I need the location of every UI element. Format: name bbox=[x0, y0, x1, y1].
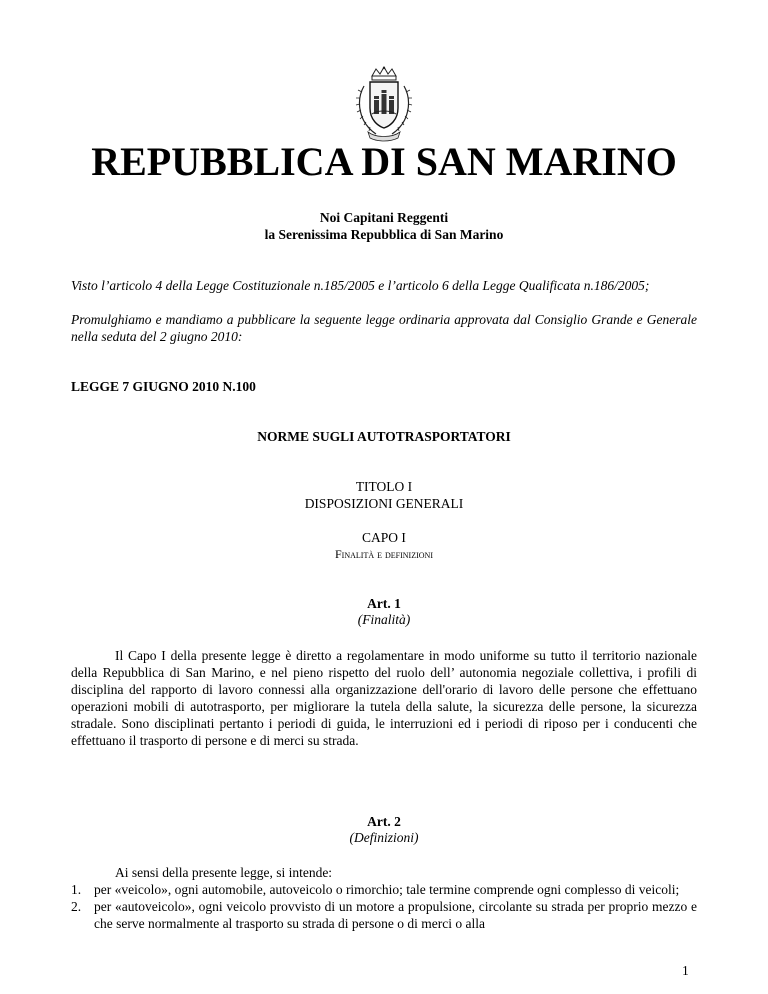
art1-subtitle: (Finalità) bbox=[357, 612, 411, 627]
list-item-number: 1. bbox=[71, 882, 82, 897]
list-item-text: per «veicolo», ogni automobile, autoveicolo o rimorchio; tale termine comprende ogni complesso di veicoli; bbox=[94, 882, 680, 897]
list-item-number: 2. bbox=[71, 899, 82, 914]
list-item bbox=[71, 898, 697, 932]
law-name: NORME SUGLI AUTOTRASPORTATORI bbox=[257, 429, 511, 444]
list-item bbox=[71, 881, 697, 898]
regents-line-2: la Serenissima Repubblica di San Marino bbox=[264, 227, 504, 242]
capo-name: Finalità e definizioni bbox=[335, 547, 433, 561]
art2-heading: Art. 2 bbox=[367, 814, 401, 829]
page-title: REPUBBLICA DI SAN MARINO bbox=[91, 139, 677, 184]
preamble-visto: Visto l’articolo 4 della Legge Costituzionale n.185/2005 e l’articolo 6 della Legge Qualificata n.186/2005; bbox=[71, 278, 650, 293]
titolo-label: TITOLO I bbox=[355, 479, 413, 494]
art1-text: Il Capo I della presente legge è diretto a regolamentare in modo uniforme su tutto il territorio nazionale della Repubblica di San Marino, e nel pieno rispetto del ruolo dell’ autonomia negoziale collettiva, i profili di disciplina del rapporto di lavoro connessi alla organizzazione dell'orario di lavoro delle persone che effettuano operazioni mobili di autotrasporto, per migliorare la tutela della salute, la sicurezza delle persone, la sicurezza stradale. Sono disciplinati pertanto i periodi di guida, le interruzioni ed i periodi di riposo per i conducenti che effettuano il trasporto di persone e di merci su strada. bbox=[71, 648, 697, 748]
titolo-name: DISPOSIZIONI GENERALI bbox=[304, 496, 464, 511]
coat-of-arms-icon bbox=[354, 66, 414, 142]
list-item-text: per «autoveicolo», ogni veicolo provvisto di un motore a propulsione, circolante su strada per proprio mezzo e che serve normalmente al trasporto su strada di persone o di merci o alla bbox=[94, 899, 697, 931]
regents-line-1: Noi Capitani Reggenti bbox=[319, 210, 449, 225]
art2-subtitle: (Definizioni) bbox=[349, 830, 419, 845]
art1-heading: Art. 1 bbox=[367, 596, 401, 611]
definitions-list bbox=[71, 881, 697, 932]
law-number: LEGGE 7 GIUGNO 2010 N.100 bbox=[71, 379, 256, 394]
preamble-promulghiamo: Promulghiamo e mandiamo a pubblicare la seguente legge ordinaria approvata dal Consiglio Grande e Generale nella seduta del 2 giugno 2010: bbox=[71, 312, 697, 344]
page-number: 1 bbox=[682, 963, 689, 978]
capo-label: CAPO I bbox=[362, 530, 406, 545]
art2-intro: Ai sensi della presente legge, si intende: bbox=[115, 865, 333, 880]
